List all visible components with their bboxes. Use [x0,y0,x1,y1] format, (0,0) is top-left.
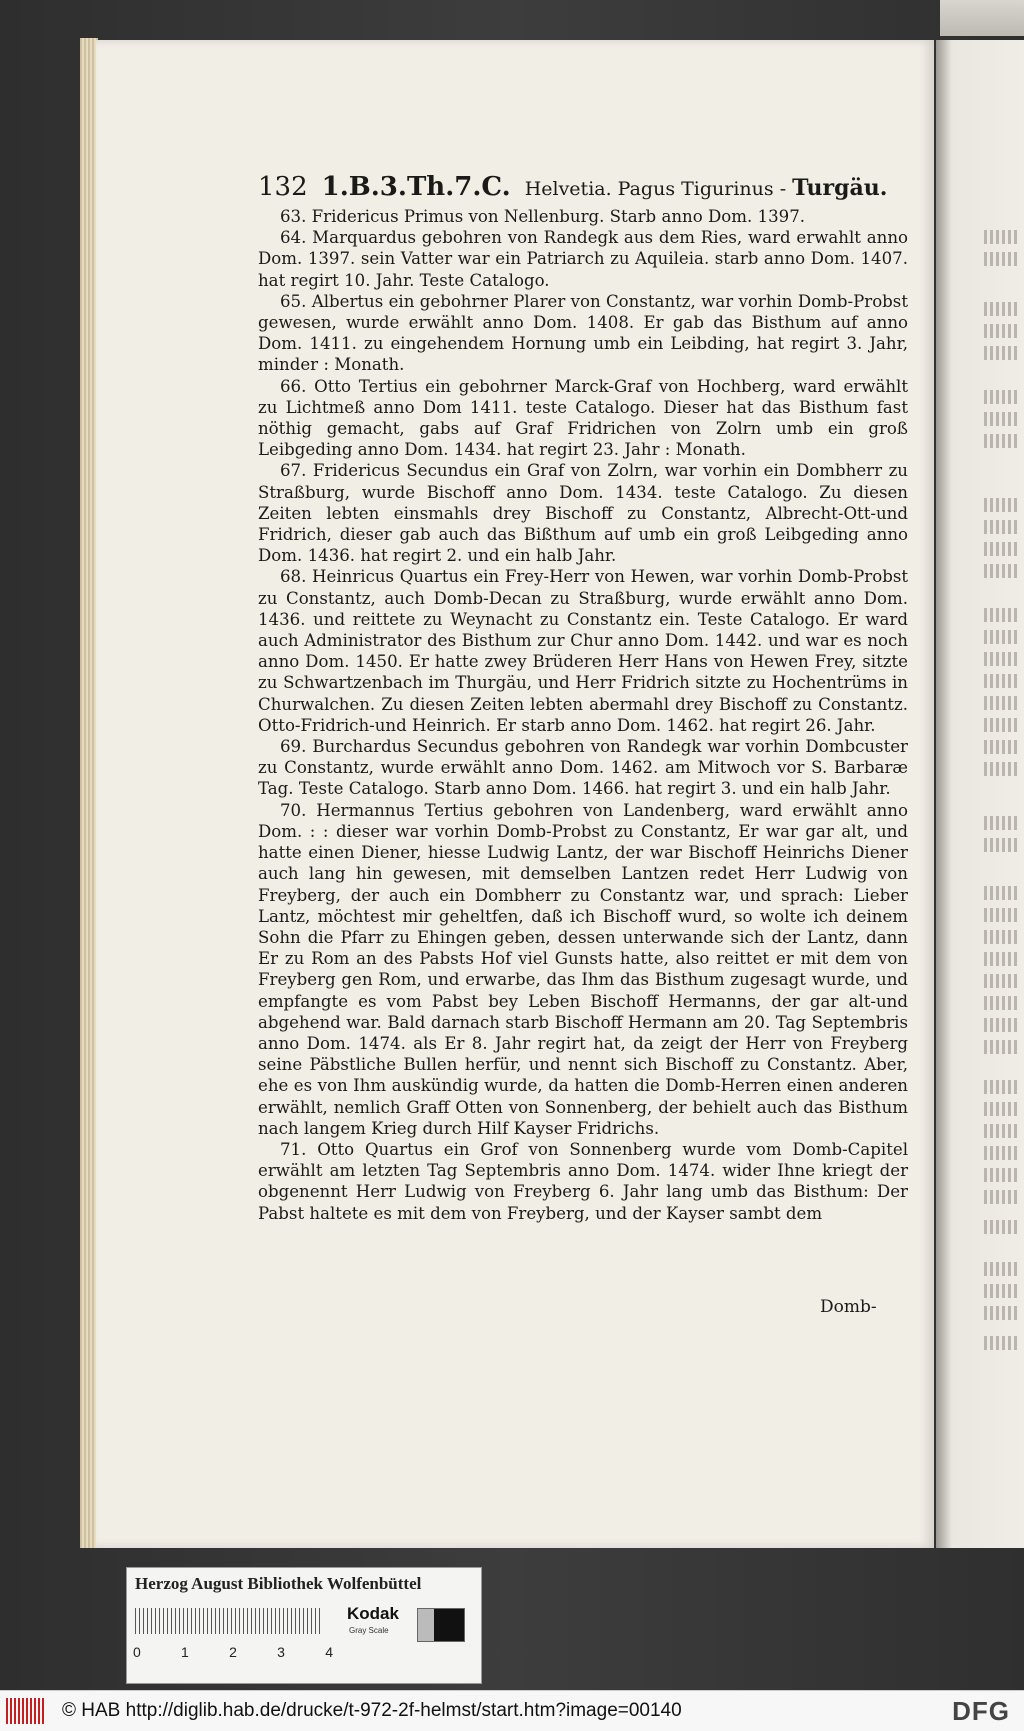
page-corner [940,0,1024,36]
ruler-label: 0 [133,1644,141,1660]
hab-logo-icon [6,1698,46,1724]
entry-64: 64. Marquardus gebohren von Randegk aus dem Ries, ward erwahlt anno Dom. 1397. sein Vatter war ein Patriarch zu Aquileia. starb anno Dom. 1407. hat regirt 10. Jahr. Teste Catalogo. [258,228,908,290]
facing-page-edge [936,40,1024,1548]
source-url[interactable]: © HAB http://diglib.hab.de/drucke/t-972-2f-helmst/start.htm?image=00140 [62,1700,682,1721]
ruler-label: 4 [325,1644,333,1660]
dfg-logo: DFG [952,1695,1010,1726]
entry-71: 71. Otto Quartus ein Grof von Sonnenberg wurde vom Domb-Capitel erwählt am letzten Tag Septembris anno Dom. 1474. wider Ihne kriegt der obgenennt Herr Ludwig von Freyberg 6. Jahr lang umb das Bisthum: Der Pabst haltete es mit dem von Freyberg, und der Kayser sambt dem [258,1139,908,1223]
kodak-logo: Kodak [347,1604,399,1623]
viewer-footer [0,1690,1024,1731]
grayscale-label: Gray Scale [349,1626,389,1635]
entry-65: 65. Albertus ein gebohrner Plarer von Constantz, war vorhin Domb-Probst gewesen, wurde erwählt anno Dom. 1408. Er gab das Bisthum auf anno Dom. 1411. zu eingehendem Hornung umb ein Leibding, hat regirt 3. Jahr, minder : Monath. [258,291,908,375]
running-header [258,172,908,202]
entry-69: 69. Burchardus Secundus gebohren von Randegk war vorhin Dombcuster zu Constantz, wurde erwählt anno Dom. 1462. am Mitwoch vor S. Barbaræ Tag. Teste Catalogo. Starb anno Dom. 1466. hat regirt 3. und ein halb Jahr. [258,737,908,799]
header-title-german: Turgäu. [792,175,888,201]
scale-ruler [135,1608,321,1634]
library-name: Herzog August Bibliothek Wolfenbüttel [135,1574,422,1593]
grayscale-patch [417,1608,465,1642]
color-reference-card [126,1567,482,1684]
entry-68: 68. Heinricus Quartus ein Frey-Herr von Hewen, war vorhin Domb-Probst zu Constantz, auch Domb-Decan zu Straßburg, wurde erwählt anno Dom. 1436. und reittete zu Weynacht zu Constantz ein. Teste Catalogo. Er ward auch Administrator des Bisthum zur Chur anno Dom. 1442. und war es noch anno Dom. 1450. Er hatte zwey Brüderen Herr Hans von Hewen Frey, sitzte zu Schwartzenbach im Thurgäu, und Herr Fridrich sitzte zu Hochentrüms in Churwalchen. Zu diesen Zeiten lebten abermahl drey Bischoff zu Constantz. Otto-Fridrich-und Heinrich. Er starb anno Dom. 1462. hat regirt 26. Jahr. [258,567,908,735]
header-title-latin: Helvetia. Pagus Tigurinus - [524,178,787,200]
signature-mark: 1.B.3.Th.7.C. [321,172,511,202]
entry-66: 66. Otto Tertius ein gebohrner Marck-Graf von Hochberg, ward erwählt zu Lichtmeß anno Dom 1411. teste Catalogo. Dieser hat das Bisthum fast nöthig gemacht, gabs auf Graf Fridrichen von Zolrn umb ein groß Leibgeding anno Dom. 1434. hat regirt 23. Jahr : Monath. [258,376,908,460]
page-number: 132 [258,172,308,202]
entry-70: 70. Hermannus Tertius gebohren von Landenberg, ward erwählt anno Dom. : : dieser war vorhin Domb-Probst zu Constantz, Er war gar alt, und hatte einen Diener, hiesse Ludwig Lantz, der war Bischoff Heinrichs Diener auch lang hin gewesen, mit demselben Lantzen redet Herr Ludwig von Freyberg, der auch ein Dombherr zu Constantz war, und sprach: Lieber Lantz, möchtest mir geheltfen, daß ich Bischoff wurd, so wolte ich deinem Sohn die Pfarr zu Ehingen geben, dessen unterwande sich der Lantz, dann Er zu Rom an des Pabsts Hof viel Gunsts hatte, also reittet er mit dem von Freyberg gen Rom, und erwarbe, das Ihm das Bisthum zugesagt wurde, und empfangte es vom Pabst bey Leben Bischoff Hermanns, der gar alt-und abgehend war. Bald darnach starb Bischoff Hermann am 20. Tag Septembris anno Dom. 1474. als Er 8. Jahr regirt hat, da zeigt der Herr von Freyberg seine Päbstliche Bullen herfür, und nennt sich Bischoff zu Constantz. Aber, ehe es von Ihm auskündig wurde, da hatten die Domb-Herren einen anderen erwählt, nemlich Graff Otten von Sonnenberg, der behielt auch das Bisthum nach langem Krieg durch Hilf Kayser Fridrichs. [258,800,908,1138]
catchword: Domb- [820,1297,877,1317]
entry-67: 67. Fridericus Secundus ein Graf von Zolrn, war vorhin ein Dombherr zu Straßburg, wurde Bischoff anno Dom. 1434. teste Catalogo. Zu diesen Zeiten lebten einsmahls drey Bischoff zu Constantz, Albrecht-Ott-und Fridrich, dieser gab auch das Bißthum auf umb ein groß Leibgeding anno Dom. 1436. hat regirt 2. und ein halb Jahr. [258,461,908,566]
entry-63: 63. Fridericus Primus von Nellenburg. Starb anno Dom. 1397. [280,207,806,226]
ruler-labels [133,1644,333,1660]
page-text [258,172,908,1224]
ruler-label: 2 [229,1644,237,1660]
ruler-label: 3 [277,1644,285,1660]
ruler-label: 1 [181,1644,189,1660]
header-title [525,175,888,201]
